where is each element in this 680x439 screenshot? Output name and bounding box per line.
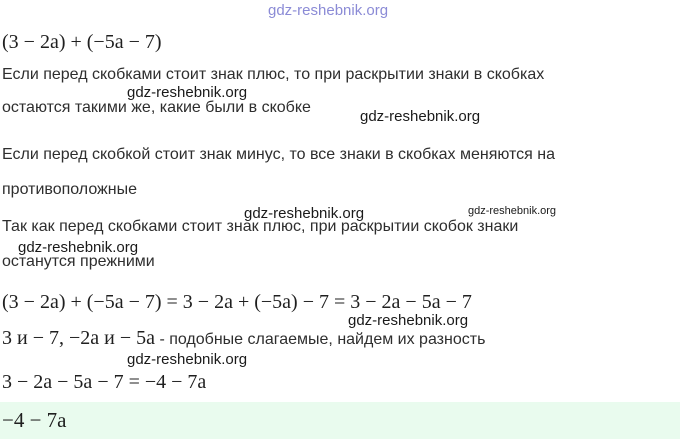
watermark: gdz-reshebnik.org (127, 84, 248, 101)
rule-minus-line2: противоположные (2, 181, 137, 198)
watermark: gdz-reshebnik.org (244, 205, 365, 222)
explanation-line1: Так как перед скобками стоит знак плюс, при раскрытии скобок знаки (2, 218, 519, 235)
watermark: gdz-reshebnik.org (127, 351, 248, 368)
watermark: gdz-reshebnik.org (468, 205, 557, 217)
answer-value: −4 − 7a (2, 408, 67, 432)
answer-box (0, 402, 680, 439)
like-terms-math: 3 и − 7, −2a и − 5a (2, 327, 155, 349)
explanation-line2: останутся прежними (2, 253, 155, 270)
watermark: gdz-reshebnik.org (18, 239, 139, 256)
rule-plus-line1: Если перед скобками стоит знак плюс, то при раскрытии знаки в скобках (2, 66, 545, 83)
expansion-step: (3 − 2a) + (−5a − 7) = 3 − 2a + (−5a) − 7 = 3 − 2a − 5a − 7 (2, 291, 472, 313)
like-terms-line (2, 327, 485, 350)
rule-plus-line2: остаются такими же, какие были в скобке (2, 99, 311, 116)
watermark-top: gdz-reshebnik.org (268, 2, 389, 19)
like-terms-text: - подобные слагаемые, найдем их разность (155, 331, 486, 348)
problem-expression: (3 − 2a) + (−5a − 7) (2, 31, 162, 53)
result-step: 3 − 2a − 5a − 7 = −4 − 7a (2, 371, 207, 393)
watermark: gdz-reshebnik.org (348, 312, 469, 329)
watermark: gdz-reshebnik.org (360, 108, 481, 125)
rule-minus-line1: Если перед скобкой стоит знак минус, то все знаки в скобках меняются на (2, 146, 555, 163)
